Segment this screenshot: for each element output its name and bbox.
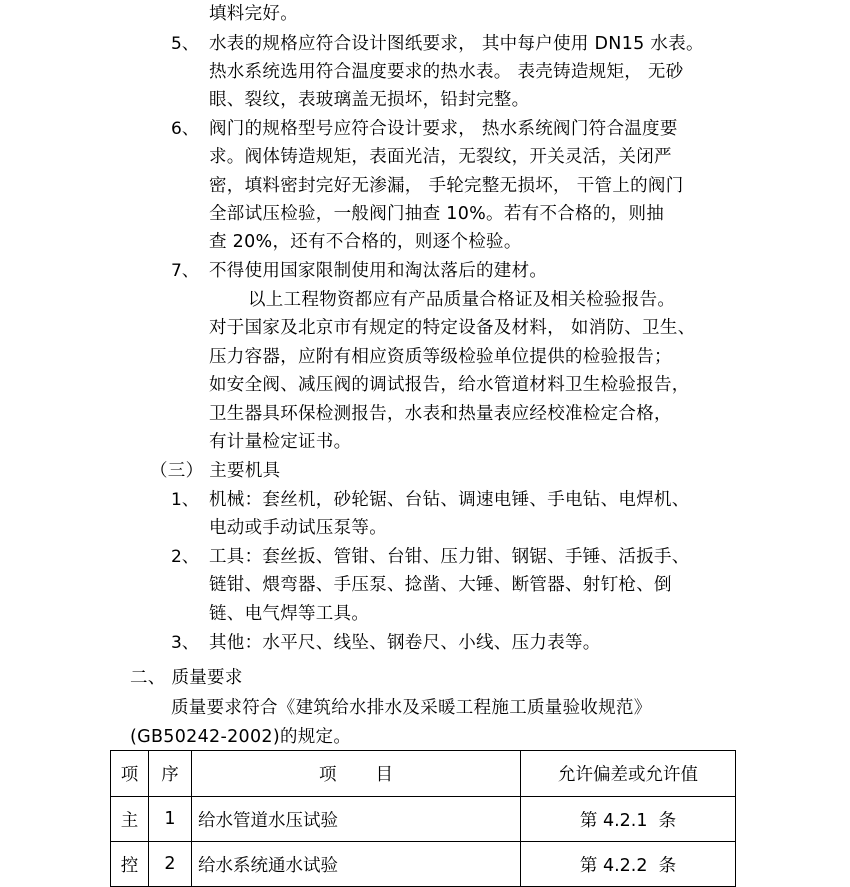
- table-header-row: [111, 751, 736, 797]
- table-cell: 第 4.2.1 条: [521, 797, 736, 842]
- item-number: 1、: [171, 490, 199, 510]
- text-line: 工具：套丝扳、管钳、台钳、压力钳、钢锯、手锤、活扳手、: [209, 547, 690, 567]
- text-line: 卫生器具环保检测报告，水表和热量表应经校准检定合格，: [209, 404, 672, 424]
- item-number: 6、: [171, 119, 199, 139]
- table-cell: 给水管道水压试验: [192, 797, 521, 842]
- table-cell: 2: [149, 842, 192, 887]
- text-line: 不得使用国家限制使用和淘汰落后的建材。: [209, 261, 548, 281]
- text-line: 有计量检定证书。: [209, 432, 352, 452]
- text-line: 求。阀体铸造规矩，表面光洁，无裂纹，开关灵活，关闭严: [209, 147, 672, 167]
- item-number: 7、: [171, 261, 199, 281]
- item-number: 3、: [171, 633, 199, 653]
- table-header-cell: 项 目: [192, 751, 521, 797]
- text-line: 链钳、煨弯器、手压泵、捻凿、大锤、断管器、射钉枪、倒: [209, 575, 672, 595]
- text-line: 链、电气焊等工具。: [209, 604, 370, 624]
- text-line: 水表的规格应符合设计图纸要求， 其中每户使用 DN15 水表。: [209, 34, 704, 54]
- section-heading: （三） 主要机具: [150, 461, 281, 481]
- text-line: 如安全阀、减压阀的调试报告，给水管道材料卫生检验报告，: [209, 375, 690, 395]
- table-cell: 1: [149, 797, 192, 842]
- text-line: 机械：套丝机，砂轮锯、台钻、调速电锤、手电钻、电焊机、: [209, 490, 690, 510]
- text-line: 压力容器，应附有相应资质等级检验单位提供的检验报告；: [209, 347, 672, 367]
- text-line: 眼、裂纹，表玻璃盖无损坏，铅封完整。: [209, 90, 530, 110]
- text-line: 查 20%，还有不合格的，则逐个检验。: [209, 232, 522, 252]
- section-heading: 二、 质量要求: [130, 668, 243, 688]
- text-line: 质量要求符合《建筑给水排水及采暖工程施工质量验收规范》: [171, 698, 652, 718]
- text-line: 全部试压检验，一般阀门抽查 10%。若有不合格的，则抽: [209, 204, 665, 224]
- table-header-cell: 序: [149, 751, 192, 797]
- quality-table: [110, 750, 736, 887]
- table-cell: 控: [111, 842, 149, 887]
- text-line: 以上工程物资都应有产品质量合格证及相关检验报告。: [248, 290, 676, 310]
- text-line: 密，填料密封完好无渗漏， 手轮完整无损坏， 干管上的阀门: [209, 176, 684, 196]
- text-line: 电动或手动试压泵等。: [209, 518, 387, 538]
- text-line: 对于国家及北京市有规定的特定设备及材料， 如消防、卫生、: [209, 318, 696, 338]
- table-cell: 第 4.2.2 条: [521, 842, 736, 887]
- table-cell: 主: [111, 797, 149, 842]
- text-line: 阀门的规格型号应符合设计要求， 热水系统阀门符合温度要: [209, 119, 678, 139]
- item-number: 5、: [171, 34, 199, 54]
- text-line: 填料完好。: [209, 4, 298, 24]
- table-header-cell: 项: [111, 751, 149, 797]
- text-line: (GB50242-2002)的规定。: [130, 727, 352, 747]
- text-line: 其他：水平尺、线坠、钢卷尺、小线、压力表等。: [209, 633, 601, 653]
- item-number: 2、: [171, 547, 199, 567]
- table-header-cell: 允许偏差或允许值: [521, 751, 736, 797]
- table-row: [111, 797, 736, 842]
- table-cell: 给水系统通水试验: [192, 842, 521, 887]
- text-line: 热水系统选用符合温度要求的热水表。 表壳铸造规矩， 无砂: [209, 62, 684, 82]
